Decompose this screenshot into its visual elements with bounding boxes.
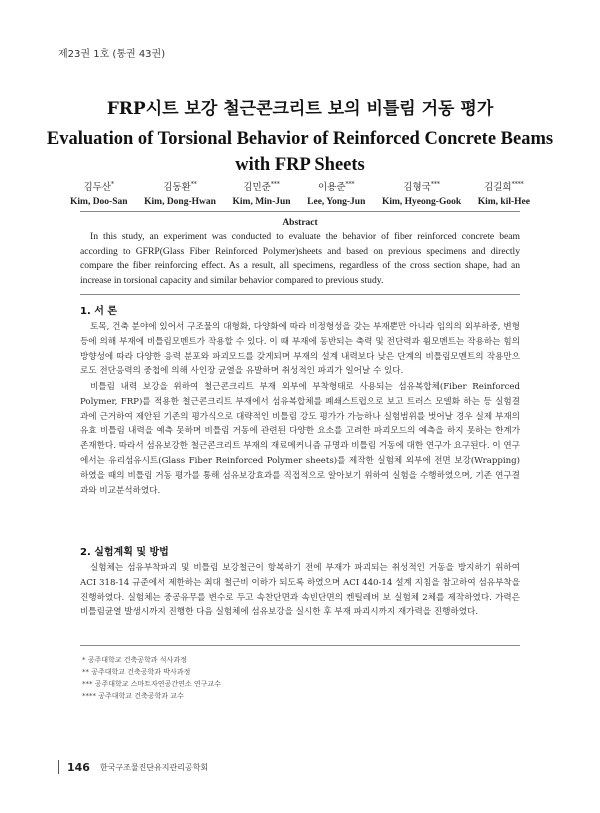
- author: [70, 178, 128, 209]
- page-footer: [58, 760, 208, 774]
- author-name-ko: 김동환**: [163, 181, 197, 194]
- section-heading-introduction: 1. 서 론: [80, 306, 118, 317]
- footnote: * 공주대학교 건축공학과 석사과정: [82, 656, 187, 664]
- author-name-ko: 김두산*: [83, 181, 115, 194]
- page-number: 146: [67, 760, 90, 774]
- author-name-en: Kim, kil-Hee: [477, 197, 530, 208]
- author-name-ko: 이용준***: [318, 181, 355, 194]
- footnote-divider: [80, 645, 520, 646]
- title-english: Evaluation of Torsional Behavior of Reinforced Concrete Beams with FRP Sheets: [46, 129, 554, 175]
- paragraph: 비틀림 내력 보강을 위하여 철근콘크리트 부재 외부에 부착형태로 사용되는 섬유복합체(Fiber Reinforced Polymer, FRP)를 적용한 철근콘크리트 부재에서 섬유복합체를 폐쇄스트럽으로 보고 트러스 모델화 하는 등 실험결과에 근거하여 제안된 기존의 평가식으로 대략적인 비틀림 강도 평가가 가능하나 실험범위를 벗어날 경우 실제 부재의 유효 비틀림 내력을 예측 못하며 비틀림 거동에 관련된 다양한 요소를 고려한 파괴모드의 예측을 하지 못하는 한계가 존재한다. 따라서 섬유보강한 철근콘크리트 부재의 재료메커니즘 규명과 비틀림 거동에 대한 연구가 요구된다. 이 연구에서는 유리섬유시트(Glass Fiber Reinforced Polymer sheets)를 제작한 실험체 외부에 전면 보강(Wrapping) 하였을 때의 비틀림 거동 평가를 통해 섬유보강효과를 직접적으로 알아보기 위하여 실험을 수행하였으며, 기존 연구결과와 비교분석하였다.: [80, 382, 520, 496]
- author-name-en: Kim, Min-Jun: [232, 197, 291, 208]
- footer-bar: [58, 760, 59, 774]
- section-heading-methods: 2. 실험계획 및 방법: [80, 547, 169, 558]
- author: [478, 178, 530, 209]
- volume-info: 제23권 1호 (통권 43권): [58, 49, 166, 60]
- footnote: ** 공주대학교 건축공학과 박사과정: [82, 668, 191, 676]
- paragraph: 실험체는 섬유부착파괴 및 비틀림 보강철근이 항복하기 전에 부재가 파괴되는 취성적인 거동을 방지하기 위하여 ACI 318-14 규준에서 제한하는 최대 철근비 이하가 되도록 하였으며 ACI 440-14 설계 지침을 참고하여 섬유부착을 진행하였다. 실험체는 중공유무를 변수로 두고 속찬단면과 속빈단면의 켄틸레버 보 실험체 2체를 제작하였다. 가력은 비틀림균열 발생시까지 진행한 다음 실험체에 섬유보강을 실시한 후 부재 파괴시까지 재가력을 진행하였다.: [80, 563, 520, 618]
- author-name-en: Kim, Hyeong-Gook: [381, 197, 462, 208]
- author-name-en: Lee, Yong-Jun: [307, 197, 366, 208]
- author: [307, 178, 365, 209]
- footnote: *** 공주대학교 스마트자연공간연소 연구교수: [82, 680, 221, 688]
- author-list: [70, 178, 530, 209]
- divider: [80, 294, 520, 295]
- footnote: **** 공주대학교 건축공학과 교수: [82, 692, 184, 700]
- paragraph: 토목, 건축 분야에 있어서 구조물의 대형화, 다양화에 따라 비정형성을 갖는 부재뿐만 아니라 임의의 외부하중, 변형 등에 의해 부재에 비틀림모멘트가 작용할 수 있다. 이 때 부재에 동반되는 축력 및 전단력과 휨모멘트는 작용하는 힘의 방향성에 따라 다양한 응력 분포와 파괴모드를 갖게되며 부재의 설계 내력보다 낮은 단계의 비틀림모멘트의 작용만으로도 전단응력의 중첩에 의해 사인장 균열을 유발하며 취성적인 파괴가 일어날 수 있다.: [80, 322, 520, 377]
- journal-name: 한국구조물진단유지관리공학회: [99, 762, 209, 772]
- divider: [80, 211, 520, 212]
- author-name-ko: 김형국***: [403, 181, 440, 194]
- abstract-text: In this study, an experiment was conducted to evaluate the behavior of fiber reinforced concrete beam according to GFRP(Glass Fiber Reinforced Polymer)sheets and based on previous specimens and directly compare the fiber reinforcing effect. As a result, all specimens, regardless of the cross section shape, had an increase in torsional capacity and similar behavior compared to previous study.: [80, 231, 520, 286]
- author-name-en: Kim, Doo-San: [70, 197, 128, 208]
- author-name-ko: 김민준***: [243, 181, 280, 194]
- author: [233, 178, 291, 209]
- author: [382, 178, 461, 209]
- title-korean: FRP시트 보강 철근콘크리트 보의 비틀림 거동 평가: [106, 99, 494, 119]
- abstract-heading: Abstract: [282, 218, 318, 228]
- author-name-en: Kim, Dong-Hwan: [144, 197, 216, 208]
- author-name-ko: 김길희****: [484, 181, 524, 194]
- author: [144, 178, 216, 209]
